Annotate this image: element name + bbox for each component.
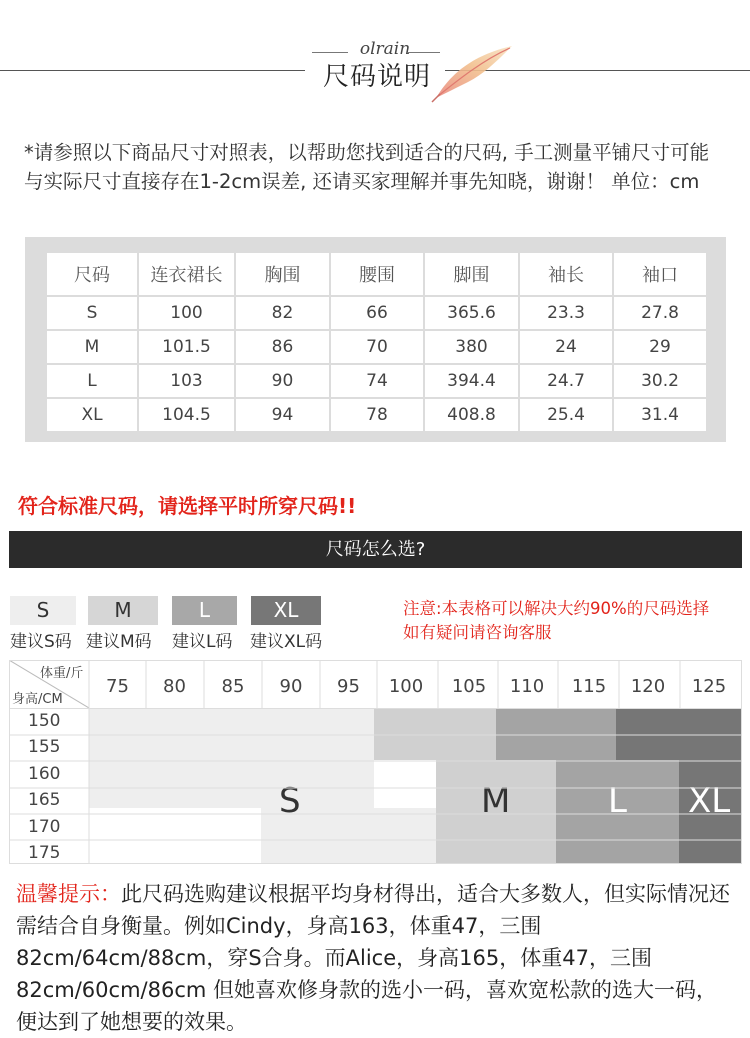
table-cell: M <box>47 331 137 363</box>
table-cell: 24.7 <box>520 365 612 397</box>
feather-icon <box>428 38 518 103</box>
weight-header: 110 <box>509 676 545 697</box>
col-header: 腰围 <box>331 253 423 295</box>
table-cell: 101.5 <box>139 331 234 363</box>
table-row <box>47 331 706 363</box>
legend-label-s: 建议S码 <box>10 632 72 652</box>
weight-header: 85 <box>221 676 245 697</box>
legend-label-l: 建议L码 <box>172 632 233 652</box>
table-cell: 365.6 <box>425 297 518 329</box>
grid-size-label-xl: XL <box>688 781 731 821</box>
height-label: 170 <box>28 817 61 837</box>
legend-label-m: 建议M码 <box>86 632 152 652</box>
legend-swatch-s: S <box>10 596 76 625</box>
warm-tip-text: 此尺码选购建议根据平均身材得出，适合大多数人，但实际情况还需结合自身衡量。例如Cindy，身高163，体重47，三围82cm/64cm/88cm，穿S合身。而Alice，身高165，体重47，三围82cm/60cm/86cm 但她喜欢修身款的选小一码，喜欢宽松款的选大一码，便达到了她想要的效果。 <box>16 882 730 1034</box>
table-row <box>47 399 706 431</box>
table-cell: XL <box>47 399 137 431</box>
weight-header: 90 <box>279 676 303 697</box>
notice-line: 如有疑问请咨询客服 <box>403 623 552 642</box>
table-cell: 74 <box>331 365 423 397</box>
standard-size-note: 符合标准尺码，请选择平时所穿尺码!! <box>18 494 357 518</box>
weight-header: 115 <box>571 676 607 697</box>
weight-header: 105 <box>451 676 487 697</box>
col-header: 袖长 <box>520 253 612 295</box>
table-cell: 380 <box>425 331 518 363</box>
table-cell: 30.2 <box>614 365 706 397</box>
table-cell: 82 <box>236 297 329 329</box>
weight-header: 95 <box>337 676 360 697</box>
table-cell: 408.8 <box>425 399 518 431</box>
height-label: 150 <box>28 711 61 731</box>
notice-text <box>403 597 709 645</box>
grid-size-label-m: M <box>481 781 511 821</box>
section-bar-how-to-choose: 尺码怎么选? <box>9 531 742 568</box>
col-header: 脚围 <box>425 253 518 295</box>
warm-tip <box>16 878 736 1038</box>
table-cell: 27.8 <box>614 297 706 329</box>
height-label: 160 <box>28 764 61 784</box>
weight-header: 125 <box>691 676 727 697</box>
table-cell: 70 <box>331 331 423 363</box>
weight-header: 120 <box>630 676 666 697</box>
brand-logo: olrain <box>359 39 411 59</box>
table-cell: 394.4 <box>425 365 518 397</box>
notice-line: 注意:本表格可以解决大约90%的尺码选择 <box>403 599 710 618</box>
table-header-row <box>47 253 706 295</box>
table-cell: 24 <box>520 331 612 363</box>
col-header: 胸围 <box>236 253 329 295</box>
height-label: 175 <box>28 843 61 863</box>
table-cell: 90 <box>236 365 329 397</box>
height-label: 165 <box>28 790 61 810</box>
grid-size-label-l: L <box>608 781 627 821</box>
warm-tip-label: 温馨提示： <box>16 882 121 906</box>
col-header: 连衣裙长 <box>139 253 234 295</box>
page-title: 尺码说明 <box>322 62 431 92</box>
corner-height-label: 身高/CM <box>12 692 63 707</box>
table-cell: L <box>47 365 137 397</box>
height-label: 155 <box>28 737 61 757</box>
table-row <box>47 297 706 329</box>
table-cell: 86 <box>236 331 329 363</box>
table-cell: 94 <box>236 399 329 431</box>
table-cell: 25.4 <box>520 399 612 431</box>
grid-lines <box>9 660 742 864</box>
size-table-panel <box>25 237 726 442</box>
table-cell: 29 <box>614 331 706 363</box>
table-cell: 66 <box>331 297 423 329</box>
legend-swatch-l: L <box>172 596 237 625</box>
table-cell: 31.4 <box>614 399 706 431</box>
col-header: 尺码 <box>47 253 137 295</box>
legend-swatch-xl: XL <box>251 596 321 625</box>
legend-label-xl: 建议XL码 <box>250 632 323 652</box>
table-cell: 103 <box>139 365 234 397</box>
table-cell: 23.3 <box>520 297 612 329</box>
legend-swatch-m: M <box>88 596 158 625</box>
table-cell: 78 <box>331 399 423 431</box>
weight-header: 75 <box>106 676 129 697</box>
weight-header: 100 <box>388 676 424 697</box>
grid-size-label-s: S <box>279 781 301 821</box>
header-rule-left <box>0 70 305 71</box>
intro-text: *请参照以下商品尺寸对照表，以帮助您找到适合的尺码, 手工测量平铺尺寸可能与实际尺寸直接存在1-2cm误差, 还请买家理解并事先知晓，谢谢！ 单位：cm <box>24 141 710 193</box>
col-header: 袖口 <box>614 253 706 295</box>
table-cell: 100 <box>139 297 234 329</box>
corner-weight-label: 体重/斤 <box>40 666 84 681</box>
size-table <box>45 251 708 433</box>
table-row <box>47 365 706 397</box>
weight-header: 80 <box>163 676 186 697</box>
table-cell: S <box>47 297 137 329</box>
table-cell: 104.5 <box>139 399 234 431</box>
